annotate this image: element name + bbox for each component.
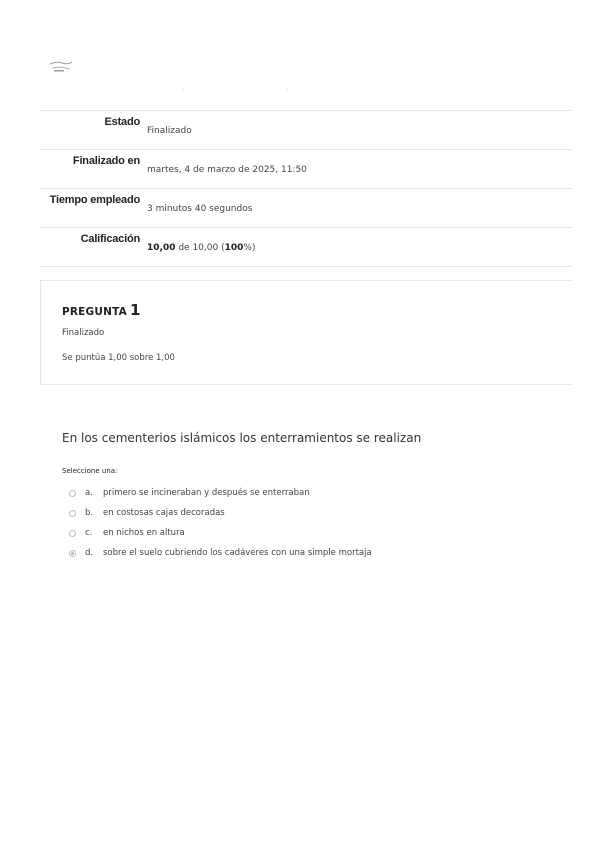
grade-suffix: %) xyxy=(243,243,256,253)
question-status: Finalizado xyxy=(62,328,105,338)
summary-label: Finalizado en xyxy=(72,155,140,167)
option-letter: c. xyxy=(85,528,93,538)
option-text: en nichos en altura xyxy=(103,528,185,538)
summary-value: Finalizado xyxy=(147,126,192,136)
question-label: PREGUNTA xyxy=(62,306,127,318)
option-text: sobre el suelo cubriendo los cadáveres con una simple mortaja xyxy=(103,548,372,558)
question-text: En los cementerios islámicos los enterramientos se realizan xyxy=(62,431,422,445)
question-info-card xyxy=(40,280,572,385)
option-text: en costosas cajas decoradas xyxy=(103,508,225,518)
grade-points: 10,00 xyxy=(147,243,176,253)
summary-row-time xyxy=(40,188,572,227)
radio-button[interactable] xyxy=(69,510,76,517)
option-text: primero se incineraban y después se enterraban xyxy=(103,488,310,498)
summary-label: Calificación xyxy=(80,233,140,245)
summary-value: martes, 4 de marzo de 2025, 11:50 xyxy=(147,165,307,175)
site-logo-icon xyxy=(48,60,74,74)
header-fragment: . . xyxy=(182,84,289,92)
grade-value xyxy=(147,243,255,253)
option-letter: b. xyxy=(85,508,94,518)
summary-value: 3 minutos 40 segundos xyxy=(147,204,253,214)
attempt-summary-table xyxy=(40,110,572,267)
summary-label: Tiempo empleado xyxy=(49,194,140,206)
answer-prompt: Seleccione una: xyxy=(62,467,118,475)
summary-row-finished xyxy=(40,149,572,188)
summary-row-grade xyxy=(40,227,572,267)
option-letter: a. xyxy=(85,488,93,498)
grade-percent: 100 xyxy=(224,243,244,253)
question-number: 1 xyxy=(129,301,141,319)
question-grade: Se puntúa 1,00 sobre 1,00 xyxy=(62,353,175,363)
grade-of: de 10,00 ( xyxy=(178,243,225,253)
summary-row-status xyxy=(40,110,572,149)
option-letter: d. xyxy=(85,548,94,558)
question-title xyxy=(62,301,141,319)
summary-label: Estado xyxy=(104,116,140,128)
radio-button[interactable] xyxy=(69,530,76,537)
radio-button-selected[interactable] xyxy=(69,550,76,557)
radio-button[interactable] xyxy=(69,490,76,497)
